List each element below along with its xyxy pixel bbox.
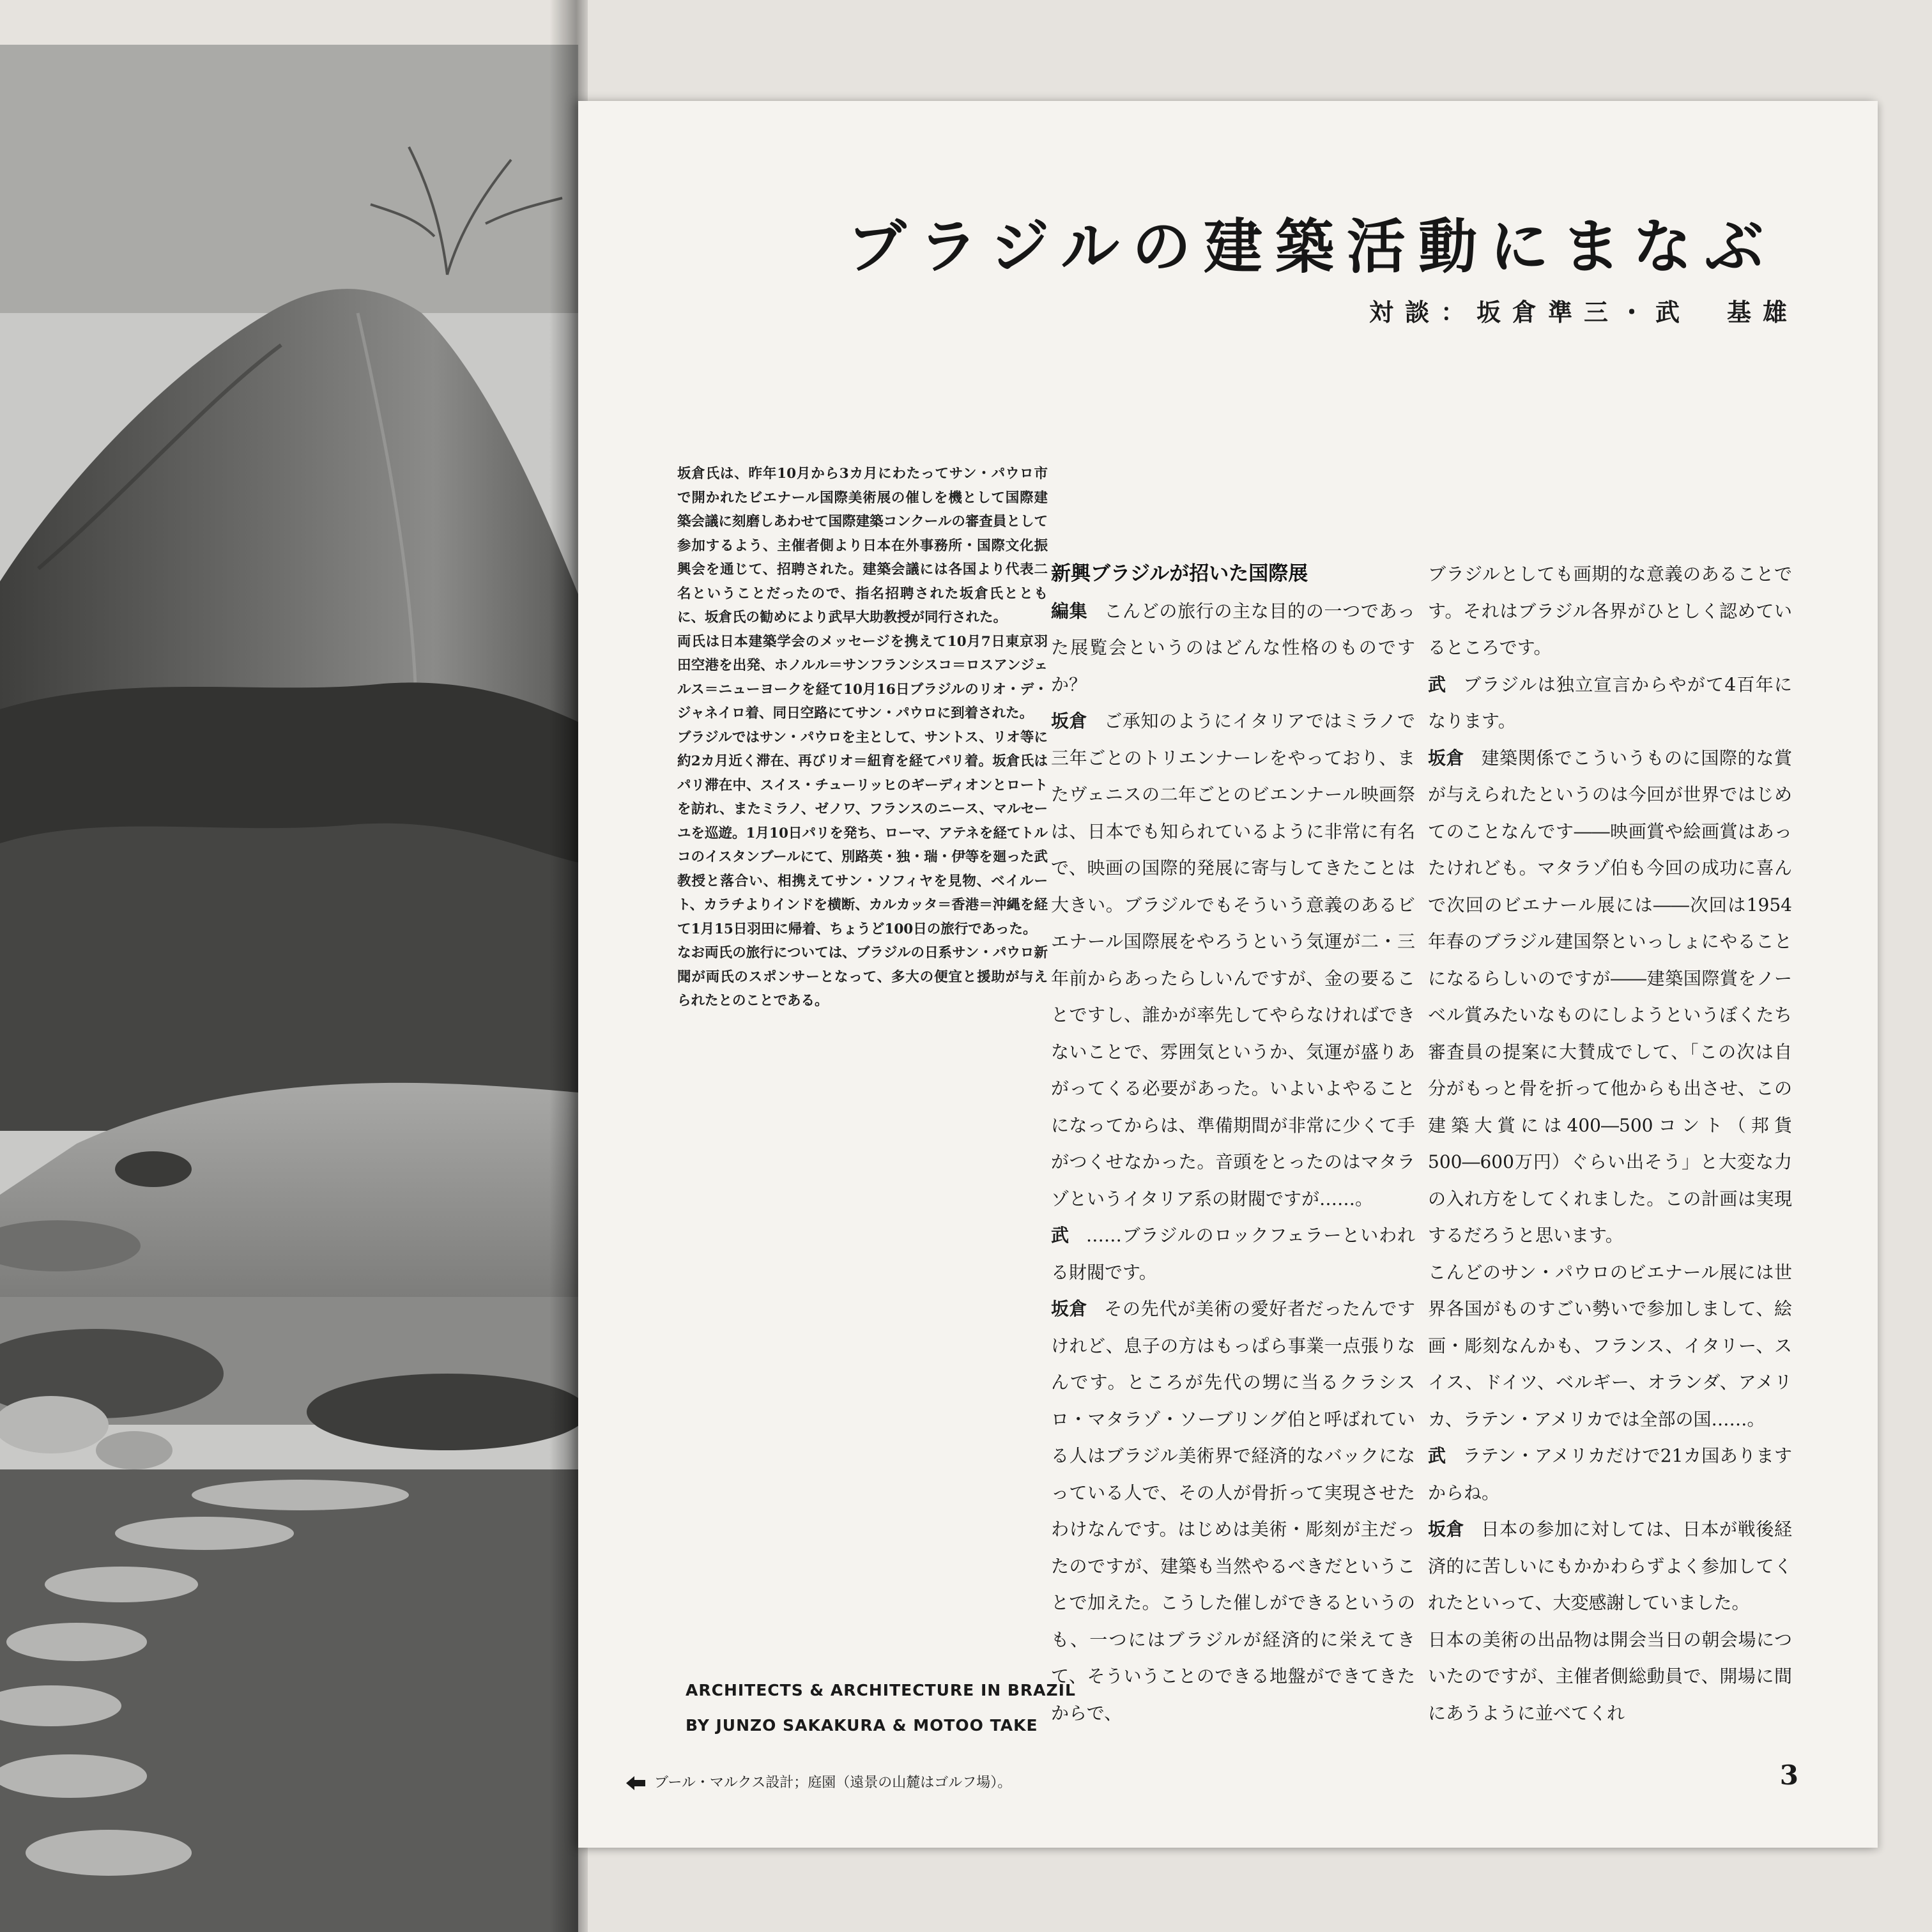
speaker-name: 坂倉 bbox=[1428, 747, 1465, 769]
dialogue-text: ブラジルとしても画期的な意義のあることです。それはブラジル各界がひとしく認めているところです。 bbox=[1428, 564, 1792, 658]
dialogue-column-1 bbox=[1051, 556, 1415, 1827]
speaker-name: 坂倉 bbox=[1051, 1298, 1088, 1319]
intro-paragraph: 坂倉氏は、昨年10月から3カ月にわたってサン・パウロ市で開かれたビエナール国際美術展の催しを機として国際建築会議に刻磨しあわせて国際建築コンクールの審査員として参加するよう、主催者側より日本在外事務所・国際文化振興会を通じて、招聘された。建築会議には各国より代表二名ということだったので、指名招聘された坂倉氏とともに、坂倉氏の勧めにより武早大助教授が同行された。 bbox=[677, 466, 1048, 625]
photo-caption bbox=[626, 1767, 1137, 1799]
speaker-name: 坂倉 bbox=[1428, 1519, 1465, 1540]
dialogue-paragraph bbox=[1051, 593, 1415, 703]
dialogue-text: こんどの旅行の主な目的の一つであった展覧会というのはどんな性格のものですか？ bbox=[1051, 600, 1415, 695]
intro-paragraph: ブラジルではサン・パウロを主として、サントス、リオ等に約2カ月近く滞在、再びリオ＝紐育を経てパリ着。坂倉氏はパリ滞在中、スイス・チューリッヒのギーディオンとロートを訪れ、またミラノ、ゼノワ、フランスのニース、マルセーユを巡遊。1月10日パリを発ち、ローマ、アテネを経てトルコのイスタンブールにて、別路英・独・瑞・伊等を廻った武教授と落合い、相携えてサン・ソフィヤを見物、ベイルート、カラチよりインドを横断、カルカッタ＝香港＝沖縄を経て1月15日羽田に帰着、ちょうど100日の旅行であった。 bbox=[677, 729, 1048, 937]
dialogue-column-2 bbox=[1428, 556, 1792, 1827]
dialogue-paragraph bbox=[1428, 1438, 1792, 1511]
dialogue-paragraph bbox=[1428, 1621, 1792, 1732]
dialogue-text: 日本の参加に対しては、日本が戦後経済的に苦しいにもかかわらずよく参加してくれたといって、大変感謝していました。 bbox=[1428, 1519, 1792, 1613]
dialogue-text: こんどのサン・パウロのビエナール展には世界各国がものすごい勢いで参加しまして、絵画・彫刻なんかも、フランス、イタリー、スイス、ドイツ、ベルギー、オランダ、アメリカ、ラテン・アメリカでは全部の国……。 bbox=[1428, 1261, 1792, 1430]
english-title-line: BY JUNZO SAKAKURA & MOTOO TAKE bbox=[686, 1716, 1038, 1735]
caption-text: ブール・マルクス設計；庭園（遠景の山麓はゴルフ場）。 bbox=[654, 1775, 1012, 1791]
article-page bbox=[578, 101, 1878, 1848]
english-title bbox=[686, 1673, 1076, 1743]
dialogue-paragraph bbox=[1051, 1291, 1415, 1731]
dialogue-paragraph bbox=[1428, 666, 1792, 740]
section-heading: 新興ブラジルが招いた国際展 bbox=[1051, 562, 1308, 585]
speaker-name: 武 bbox=[1428, 1445, 1446, 1466]
dialogue-text: 建築関係でこういうものに国際的な賞が与えられたというのは今回が世界ではじめてのことなんです――映画賞や絵画賞はあったけれども。マタラゾ伯も今回の成功に喜んで次回のビエナール展には――次回は1954年春のブラジル建国祭といっしょにやることになるらしいのですが――建築国際賞をノーベル賞みたいなものにしようというぼくたち審査員の提案に大賛成でして、「この次は自分がもっと骨を折って他からも出させ、この建築大賞には400―500コント（邦貨500―600万円）ぐらい出そう」と大変な力の入れ方をしてくれました。この計画は実現するだろうと思います。 bbox=[1428, 747, 1792, 1246]
intro-paragraph: 両氏は日本建築学会のメッセージを携えて10月7日東京羽田空港を出発、ホノルル＝サンフランシスコ＝ロスアンジェルス＝ニューヨークを経て10月16日ブラジルのリオ・デ・ジャネイロ着、同日空路にてサン・パウロに到着された。 bbox=[677, 633, 1048, 721]
dialogue-paragraph bbox=[1428, 1254, 1792, 1438]
page-number: 3 bbox=[1779, 1759, 1798, 1791]
garden-photograph bbox=[0, 45, 578, 1932]
speaker-name: 編集 bbox=[1051, 600, 1088, 622]
speaker-name: 武 bbox=[1428, 673, 1447, 695]
dialogue-paragraph bbox=[1428, 740, 1792, 1254]
dialogue-paragraph bbox=[1051, 1217, 1415, 1291]
dialogue-paragraph bbox=[1428, 556, 1792, 666]
photo-illustration bbox=[0, 45, 578, 1932]
dialogue-paragraph bbox=[1428, 1511, 1792, 1621]
english-title-line: ARCHITECTS & ARCHITECTURE IN BRAZIL bbox=[686, 1681, 1076, 1699]
dialogue-text: その先代が美術の愛好者だったんですけれど、息子の方はもっぱら事業一点張りなんです。ところが先代の甥に当るクラシスロ・マタラゾ・ソーブリング伯と呼ばれている人はブラジル美術界で経済的なバックになっている人で、その人が骨折って実現させたわけなんです。はじめは美術・彫刻が主だったのですが、建築も当然やるべきだということで加えた。こうした催しができるというのも、一つにはブラジルが経済的に栄えてきて、そういうことのできる地盤ができてきたからで、 bbox=[1051, 1298, 1415, 1724]
dialogue-text: ラテン・アメリカだけで21カ国ありますからね。 bbox=[1428, 1445, 1792, 1503]
dialogue-paragraph bbox=[1051, 703, 1415, 1217]
article-title: ブラジルの建築活動にまなぶ bbox=[847, 213, 1776, 281]
left-arrow-icon bbox=[626, 1776, 645, 1790]
intro-paragraph: なお両氏の旅行については、ブラジルの日系サン・パウロ新聞が両氏のスポンサーとなって、多大の便宜と援助が与えられたとのことである。 bbox=[677, 945, 1048, 1009]
speaker-name: 坂倉 bbox=[1051, 710, 1088, 732]
intro-column bbox=[677, 462, 1048, 1420]
article-byline: 対談：坂倉準三・武 基雄 bbox=[1368, 298, 1798, 326]
dialogue-text: 日本の美術の出品物は開会当日の朝会場についたのですが、主催者側総動員で、開場に間にあうように並べてくれ bbox=[1428, 1629, 1792, 1724]
speaker-name: 武 bbox=[1051, 1225, 1070, 1246]
dialogue-text: ……ブラジルのロックフェラーといわれる財閥です。 bbox=[1051, 1225, 1415, 1283]
dialogue-text: ブラジルは独立宣言からやがて4百年になります。 bbox=[1428, 673, 1792, 732]
dialogue-text: ご承知のようにイタリアではミラノで三年ごとのトリエンナーレをやっており、またヴェニスの二年ごとのビエンナール映画祭は、日本でも知られているように非常に有名で、映画の国際的発展に寄与してきたことは大きい。ブラジルでもそういう意義のあるビエナール国際展をやろうという気運が二・三年前からあったらしいんですが、金の要ることですし、誰かが率先してやらなければできないことで、雰囲気というか、気運が盛りあがってくる必要があった。いよいよやることになってからは、準備期間が非常に少くて手がつくせなかった。音頭をとったのはマタラゾというイタリア系の財閥ですが……。 bbox=[1051, 710, 1415, 1209]
